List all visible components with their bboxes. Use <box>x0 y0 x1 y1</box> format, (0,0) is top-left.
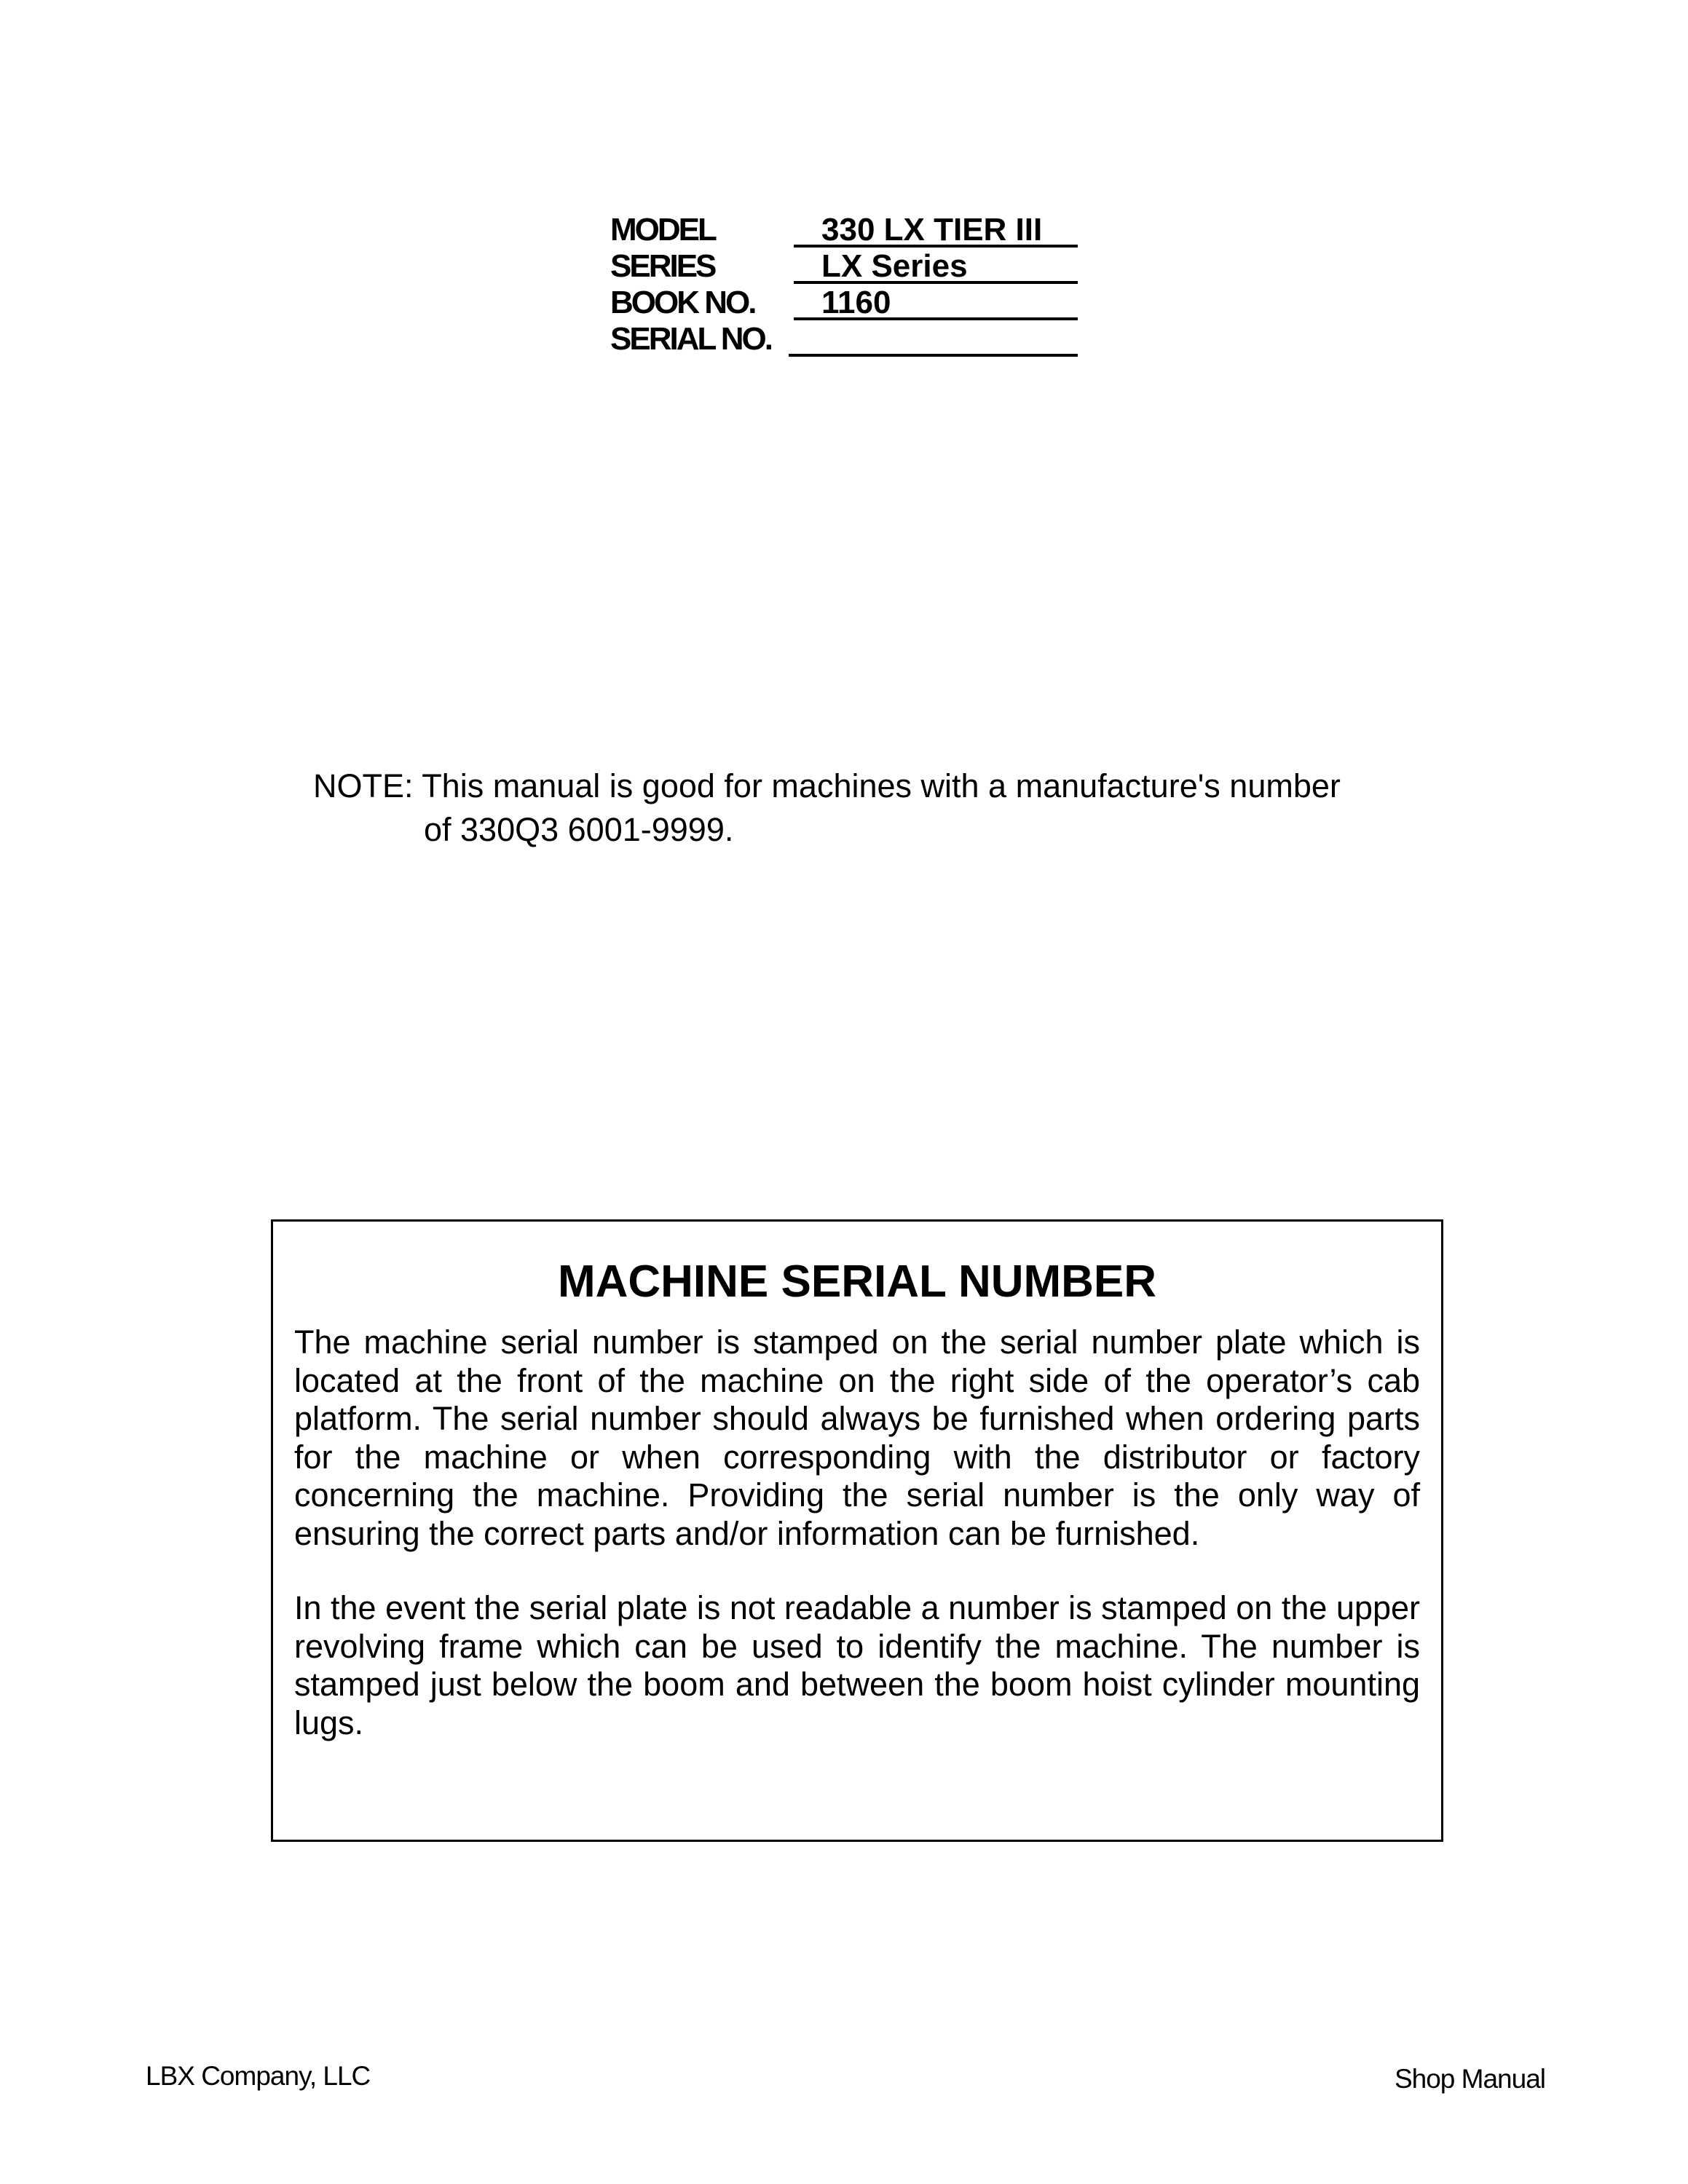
serial-number-label: SERIAL NO. <box>610 321 772 357</box>
book-number-value: 1160 <box>821 285 891 320</box>
manual-info-block <box>610 211 1091 357</box>
series-row <box>610 248 1091 284</box>
machine-serial-number-box <box>271 1219 1443 1842</box>
book-number-row <box>610 284 1091 320</box>
serial-number-row <box>610 320 1091 357</box>
serial-box-paragraph-1: The machine serial number is stamped on the serial number plate which is located at the front of the machine on the right side of the operator’s cab platform. The serial number should always be furnished when ordering parts for the machine or when corresponding with the distributor or factory concerning the machine. Providing the serial number is the only way of ensuring the correct parts and/or information can be furnished. <box>294 1324 1420 1552</box>
note-line-1: NOTE: This manual is good for machines with a manufacture's number <box>313 767 1341 804</box>
serial-box-paragraph-2: In the event the serial plate is not readable a number is stamped on the upper revolving frame which can be used to identify the machine. The number is stamped just below the boom and between the boom hoist cylinder mounting lugs. <box>294 1589 1420 1741</box>
applicability-note <box>313 764 1341 852</box>
series-label: SERIES <box>610 248 715 284</box>
model-label: MODEL <box>610 212 715 248</box>
footer-document-type: Shop Manual <box>1394 2064 1545 2094</box>
series-value: LX Series <box>821 248 968 284</box>
model-value: 330 LX TIER III <box>821 212 1043 248</box>
serial-number-underline <box>789 354 1078 357</box>
model-row <box>610 211 1091 248</box>
serial-box-title: MACHINE SERIAL NUMBER <box>557 1257 1157 1307</box>
note-line-2: of 330Q3 6001-9999. <box>424 811 734 848</box>
footer-company: LBX Company, LLC <box>146 2061 371 2091</box>
book-number-label: BOOK NO. <box>610 285 755 320</box>
